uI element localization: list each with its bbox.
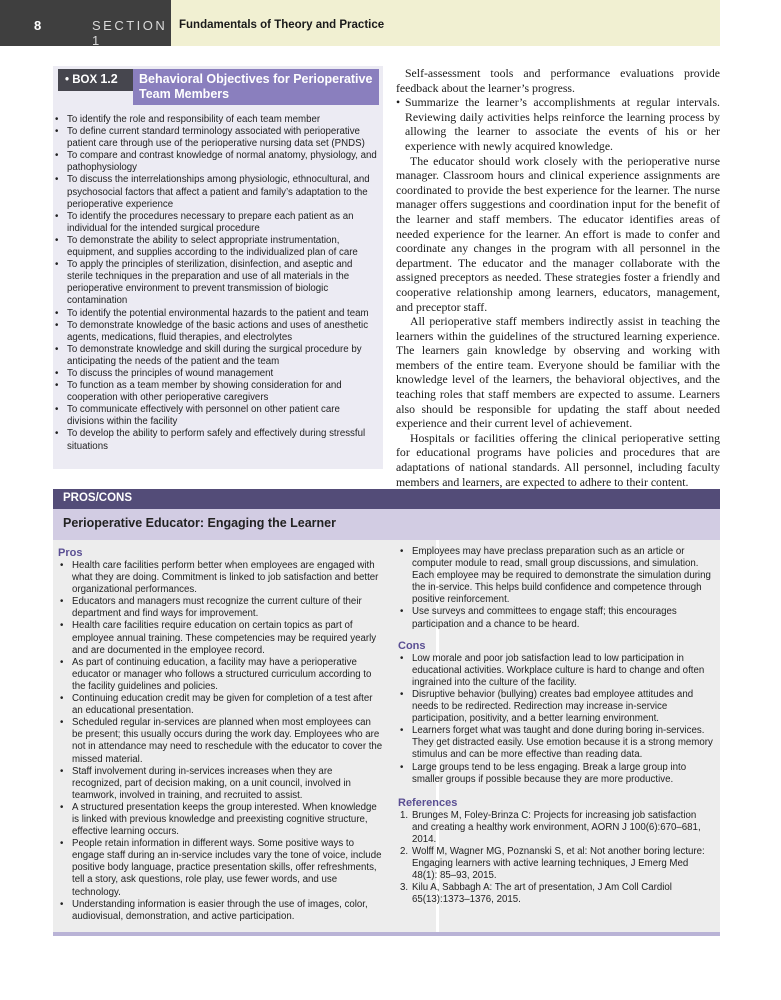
reference-item: 2. Wolff M, Wagner MG, Poznanski S, et al: Not another boring lecture: Engaging learners with active learning techniques, J Emerg Med 48(1): 85–93, 2015. <box>400 845 705 882</box>
list-item: • Scheduled regular in-services are planned when most employees can be present; this usually occurs during the work day. Employees who are not in attendance may need to reschedule with the educator to cover the missed material. <box>58 717 384 765</box>
list-item: • To define current standard terminology associated with perioperative patient care through use of the perioperative nursing data set (PNDS) <box>53 126 379 150</box>
pros-cons-subheading: Perioperative Educator: Engaging the Learner <box>53 509 720 540</box>
list-item: • A structured presentation keeps the group interested. When knowledge is linked with previous knowledge and preexisting cognitive structure, effective learning occurs. <box>58 802 384 838</box>
pros-cons-heading: PROS/CONS <box>53 489 720 509</box>
list-item: • Health care facilities perform better when employees are engaged with what they are doing. Commitment is linked to job satisfaction and better organizational performances. <box>58 560 384 596</box>
cons-column <box>398 546 713 906</box>
pros-list <box>58 560 384 923</box>
pros-cons-body <box>53 540 720 932</box>
box-tag-number: 1.2 <box>100 72 118 86</box>
list-item: • Understanding information is easier through the use of images, color, audiovisual, demonstration, and active participation. <box>58 899 384 923</box>
list-item: • Continuing education credit may be given for completion of a test after an educational presentation. <box>58 693 384 717</box>
list-item: • To identify the potential environmental hazards to the patient and team <box>53 308 379 320</box>
list-item: • To identify the procedures necessary to prepare each patient as an individual for the intended surgical procedure <box>53 211 379 235</box>
body-paragraph: All perioperative staff members indirectly assist in teaching the learners within the guidelines of the structured learning experience. The learners gain knowledge by observing and working with members of the entire team. Everyone should be familiar with the knowledge level of the learners, the behavioral objectives, and the teaching roles that staff members are expected to assume. Learners also should be responsible for updating the staff about needed experience and their current level of achievement. <box>396 314 720 431</box>
header-section-bar <box>0 0 171 46</box>
chapter-title: Fundamentals of Theory and Practice <box>179 19 385 31</box>
box-title: Behavioral Objectives for Perioperative Team Members <box>133 69 379 105</box>
list-item: • To discuss the principles of wound management <box>53 368 379 380</box>
list-item: • To demonstrate the ability to select appropriate instrumentation, equipment, and supplies according to the individualized plan of care <box>53 235 379 259</box>
list-item: • To compare and contrast knowledge of normal anatomy, physiology, and pathophysiology <box>53 150 379 174</box>
list-item: • Employees may have preclass preparation such as an article or computer module to read, small group discussions, and simulation. Each employee may be required to demonstrate the simulation during the in-service. This helps build confidence and competence through positive reinforcement. <box>398 546 713 606</box>
body-paragraph: Self-assessment tools and performance evaluations provide feedback about the learner’s progress. <box>396 66 720 95</box>
cons-heading: Cons <box>398 639 426 652</box>
list-item: • Educators and managers must recognize the current culture of their department and find ways for improvement. <box>58 596 384 620</box>
reference-item: 1. Brunges M, Foley-Brinza C: Projects for increasing job satisfaction and creating a healthy work environment, AORN J 100(6):670–681, 2014. <box>400 809 701 845</box>
list-item: • Health care facilities require education on certain topics as part of employee annual training. These competencies may be required yearly and are documented in the employee record. <box>58 620 384 656</box>
list-item: • Disruptive behavior (bullying) creates bad employee attitudes and needs to be redirected. Redirection may increase in-service participation, positivity, and a better learning environment. <box>398 689 713 725</box>
behavioral-objectives-box <box>53 66 383 469</box>
list-item: • Learners forget what was taught and done during boring in-services. They get distracted easily. Use emotion because it is a strong memory stimulus and can be more effective than reading data. <box>398 725 713 761</box>
pros-list-continued <box>398 546 713 631</box>
list-item: • To demonstrate knowledge of the basic actions and uses of anesthetic agents, medications, fluid therapies, and electrolytes <box>53 320 379 344</box>
pros-heading: Pros <box>58 547 83 559</box>
list-item: • People retain information in different ways. Some positive ways to engage staff during an in-service includes vary the tone of voice, include positive body language, practice presentation skills, offer refreshments, tell a story, ask questions, role play, use fewer words, and use technology. <box>58 838 384 898</box>
list-item: • To develop the ability to perform safely and effectively during stressful situations <box>53 428 379 452</box>
reference-item: 3. Kilu A, Sabbagh A: The art of presentation, J Am Coll Cardiol 65(13):1373–1376, 2015. <box>400 882 672 906</box>
list-item: • Use surveys and committees to engage staff; this encourages participation and a chance to be heard. <box>398 606 713 630</box>
list-item: • To discuss the interrelationships among physiologic, ethnocultural, and psychosocial factors that affect a patient and family’s adaptation to the perioperative experience <box>53 174 379 210</box>
list-item: • To demonstrate knowledge and skill during the surgical procedure by anticipating the needs of the patient and the team <box>53 344 379 368</box>
body-paragraph: Hospitals or facilities offering the clinical perioperative setting for educational programs have policies and procedures that are adaptations of national standards. All personnel, including faculty members and learners, are expected to adhere to their content. <box>396 430 720 489</box>
list-item: • Low morale and poor job satisfaction lead to low participation in educational activities. Workplace culture is hard to change and often ingrained into the culture of the facility. <box>398 653 713 689</box>
pros-cons-bottom-border <box>53 932 720 936</box>
list-item: • To function as a team member by showing consideration for and cooperation with other perioperative caregivers <box>53 380 379 404</box>
body-text-column <box>396 66 720 489</box>
references-heading: References <box>398 796 458 809</box>
page-number: 8 <box>34 18 42 33</box>
body-bullet: • Summarize the learner’s accomplishments at regular intervals. Reviewing daily activities helps reinforce the learning process by allowing the learner to associate the events of his or her experience with newly acquired knowledge. <box>396 95 720 153</box>
list-item: • To communicate effectively with personnel on other patient care divisions within the facility <box>53 404 379 428</box>
list-item: • To identify the role and responsibility of each team member <box>53 114 379 126</box>
list-item: • As part of continuing education, a facility may have a perioperative educator or manager who follows a structured curriculum according to the facility guidelines and policies. <box>58 657 384 693</box>
box-tag <box>58 69 133 91</box>
list-item: • Large groups tend to be less engaging. Break a large group into smaller groups if possible because they are more productive. <box>398 762 713 786</box>
box-tag-prefix: • BOX <box>65 74 98 86</box>
list-item: • Staff involvement during in-services increases when they are recognized, part of decision making, on a unit council, involved in teamwork, involved in training, and recruited to assist. <box>58 766 384 802</box>
references-list <box>398 810 713 907</box>
cons-list <box>398 653 713 786</box>
body-paragraph: The educator should work closely with the perioperative nurse manager. Classroom hours and clinical experience assignments are coordinated to provide the best experience for the learner. The nurse manager offers suggestions and coordination input for the benefit of the learner and staff members. The educator identifies areas of needed experience for the learner. An effort is made to confer and coordinate any changes in the program with all personnel in the department. The educator and the manager collaborate with the assigned preceptors as needed. These strategies foster a friendly and cooperative relationship among learners, educators, management, and preceptor staff. <box>396 153 720 314</box>
list-item: • To apply the principles of sterilization, disinfection, and aseptic and sterile techniques in the preparation and use of all materials in the perioperative environment to prevent transmission of biologic contamination <box>53 259 379 307</box>
section-label: SECTION 1 <box>92 18 168 48</box>
pros-column <box>58 546 384 923</box>
objectives-list <box>53 114 379 453</box>
